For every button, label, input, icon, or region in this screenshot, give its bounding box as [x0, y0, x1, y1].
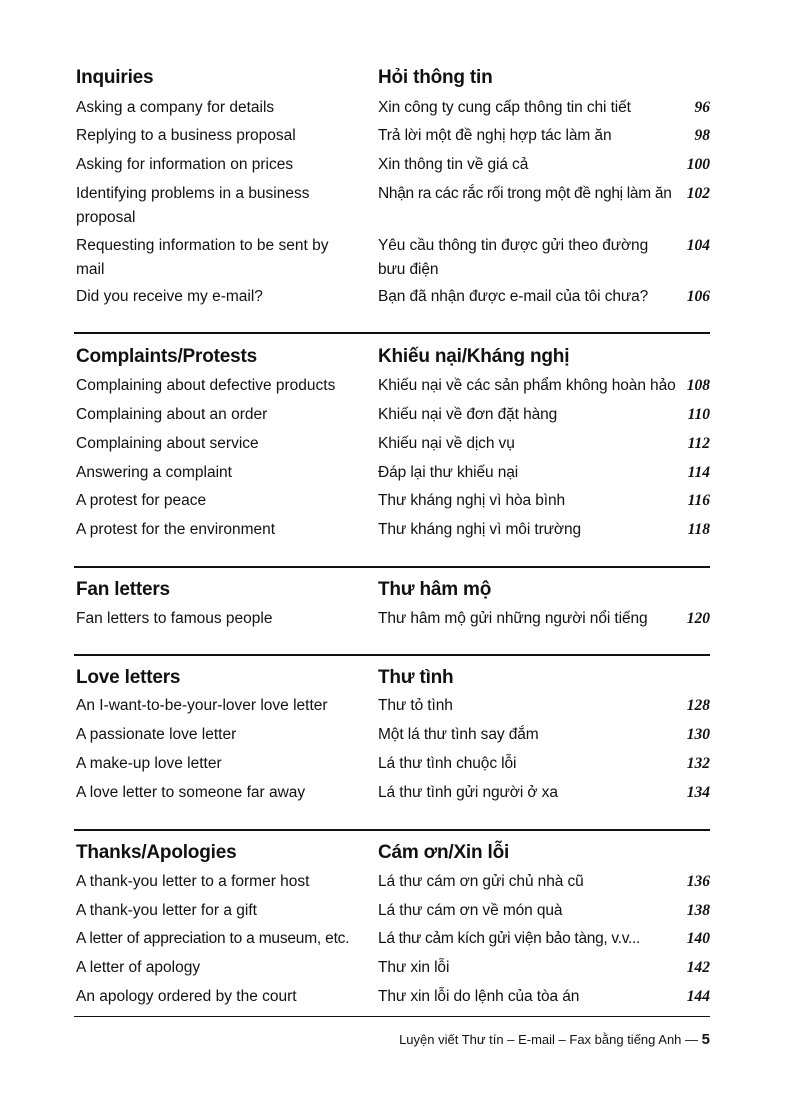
entry-title-vi: Thư tỏ tình — [378, 697, 453, 714]
entry-title-en: Complaining about an order — [76, 406, 268, 423]
toc-entry[interactable] — [0, 927, 800, 955]
page-number: 130 — [686, 726, 710, 743]
entry-title-vi: Thư kháng nghị vì môi trường — [378, 521, 582, 538]
toc-entry[interactable] — [0, 489, 800, 517]
entry-title-vi: Thư kháng nghị vì hòa bình — [378, 492, 566, 509]
entry-title-vi: Thư xin lỗi — [378, 959, 450, 976]
entry-title-en: Complaining about defective products — [76, 377, 336, 394]
page-number: 106 — [686, 288, 710, 305]
toc-entry[interactable] — [0, 985, 800, 1013]
toc-entry[interactable] — [0, 374, 800, 402]
entry-title-vi: Yêu cầu thông tin được gửi theo đường bưu điện — [378, 237, 649, 278]
toc-entry[interactable] — [0, 694, 800, 722]
section-title-vi: Khiếu nại/Kháng nghị — [378, 346, 570, 367]
toc-entry[interactable] — [0, 96, 800, 124]
page-number: 138 — [686, 902, 710, 919]
entry-title-en: A make-up love letter — [76, 755, 222, 772]
section-header — [0, 576, 800, 606]
entry-title-en: Replying to a business proposal — [76, 127, 296, 144]
toc-entry[interactable] — [0, 518, 800, 546]
section-title-vi: Hỏi thông tin — [378, 67, 493, 88]
section-header — [0, 343, 800, 373]
entry-title-en: Answering a complaint — [76, 464, 232, 481]
entry-title-en: Did you receive my e-mail? — [76, 288, 263, 305]
toc-entry[interactable] — [0, 752, 800, 780]
entry-title-vi: Lá thư cám ơn gửi chủ nhà cũ — [378, 873, 584, 890]
entry-title-en: A love letter to someone far away — [76, 784, 306, 801]
entry-title-en: A protest for peace — [76, 492, 207, 509]
section-header — [0, 839, 800, 869]
toc-entry[interactable] — [0, 153, 800, 181]
toc-entry[interactable] — [0, 432, 800, 460]
entry-title-vi: Khiếu nại về dịch vụ — [378, 435, 515, 452]
toc-entry[interactable] — [0, 285, 800, 313]
toc-entry[interactable] — [0, 403, 800, 431]
section-title-en: Thanks/Apologies — [76, 842, 237, 863]
toc-entry[interactable] — [0, 870, 800, 898]
entry-title-vi: Nhận ra các rắc rối trong một đề nghị làm ăn — [378, 185, 672, 202]
entry-title-vi: Lá thư tình chuộc lỗi — [378, 755, 517, 772]
page-number: 108 — [686, 377, 710, 394]
page-number: 144 — [686, 988, 710, 1005]
entry-title-vi: Đáp lại thư khiếu nại — [378, 464, 519, 481]
section-title-en: Love letters — [76, 667, 181, 688]
toc-entry[interactable] — [0, 723, 800, 751]
entry-title-en: A thank-you letter to a former host — [76, 873, 310, 890]
entry-title-en: Asking for information on prices — [76, 156, 294, 173]
entry-title-en: A protest for the environment — [76, 521, 276, 538]
section-title-en: Fan letters — [76, 579, 170, 600]
entry-title-vi: Xin thông tin về giá cả — [378, 156, 529, 173]
entry-title-en: A passionate love letter — [76, 726, 237, 743]
entry-title-vi: Thư xin lỗi do lệnh của tòa án — [378, 988, 580, 1005]
entry-title-vi: Lá thư tình gửi người ở xa — [378, 784, 558, 801]
toc-entry[interactable] — [0, 781, 800, 809]
section-divider — [74, 829, 710, 831]
entry-title-en: A letter of apology — [76, 959, 201, 976]
section-title-en: Complaints/Protests — [76, 346, 257, 367]
section-divider — [74, 654, 710, 656]
entry-title-en: Fan letters to famous people — [76, 610, 273, 627]
toc-entry[interactable] — [0, 124, 800, 152]
page-number: 104 — [686, 237, 710, 254]
section-title-vi: Cám ơn/Xin lỗi — [378, 842, 510, 863]
footer-text: Luyện viết Thư tín – E-mail – Fax bằng tiếng Anh — — [399, 1032, 699, 1047]
section-divider — [74, 566, 710, 568]
entry-title-en: An I-want-to-be-your-lover love letter — [76, 697, 328, 714]
entry-title-vi: Thư hâm mộ gửi những người nổi tiếng — [378, 610, 648, 627]
section-divider — [74, 1016, 710, 1017]
entry-title-en: Asking a company for details — [76, 99, 275, 116]
entry-title-en: Requesting information to be sent by mail — [76, 237, 329, 278]
entry-title-en: Identifying problems in a business proposal — [76, 185, 310, 226]
footer-page-number: 5 — [701, 1031, 710, 1048]
section-title-en: Inquiries — [76, 67, 154, 88]
entry-title-vi: Khiếu nại về đơn đặt hàng — [378, 406, 558, 423]
entry-title-en: Complaining about service — [76, 435, 259, 452]
entry-title-vi: Bạn đã nhận được e-mail của tôi chưa? — [378, 288, 649, 305]
page-number: 110 — [687, 406, 710, 423]
entry-title-vi: Một lá thư tình say đắm — [378, 726, 539, 743]
page-number: 112 — [687, 435, 710, 452]
page-number: 98 — [694, 127, 710, 144]
toc-entry[interactable] — [0, 607, 800, 635]
page-number: 128 — [686, 697, 710, 714]
page-number: 142 — [686, 959, 710, 976]
section-header — [0, 64, 800, 94]
entry-title-en: An apology ordered by the court — [76, 988, 297, 1005]
entry-title-en: A letter of appreciation to a museum, etc. — [76, 930, 350, 947]
entry-title-en: A thank-you letter for a gift — [76, 902, 257, 919]
section-divider — [74, 332, 710, 334]
page-number: 118 — [687, 521, 710, 538]
section-title-vi: Thư hâm mộ — [378, 579, 492, 600]
entry-title-vi: Lá thư cảm kích gửi viện bảo tàng, v.v... — [378, 930, 641, 947]
toc-entry[interactable] — [0, 899, 800, 927]
toc-entry[interactable] — [0, 461, 800, 489]
section-title-vi: Thư tình — [378, 667, 454, 688]
toc-entry[interactable] — [0, 234, 800, 286]
entry-title-vi: Trả lời một đề nghị hợp tác làm ăn — [378, 127, 612, 144]
toc-entry[interactable] — [0, 182, 800, 234]
entry-title-vi: Lá thư cám ơn về món quà — [378, 902, 563, 919]
page-number: 102 — [686, 185, 710, 202]
page-number: 140 — [686, 930, 710, 947]
toc-entry[interactable] — [0, 956, 800, 984]
page-number: 114 — [687, 464, 710, 481]
page-number: 96 — [694, 99, 710, 116]
entry-title-vi: Xin công ty cung cấp thông tin chi tiết — [378, 99, 631, 116]
page-number: 120 — [686, 610, 710, 627]
page-number: 132 — [686, 755, 710, 772]
section-header — [0, 664, 800, 694]
page-number: 134 — [686, 784, 710, 801]
page-footer — [399, 1031, 710, 1048]
page-number: 116 — [687, 492, 710, 509]
page-number: 100 — [686, 156, 710, 173]
page-number: 136 — [686, 873, 710, 890]
entry-title-vi: Khiếu nại về các sản phẩm không hoàn hảo — [378, 377, 676, 394]
